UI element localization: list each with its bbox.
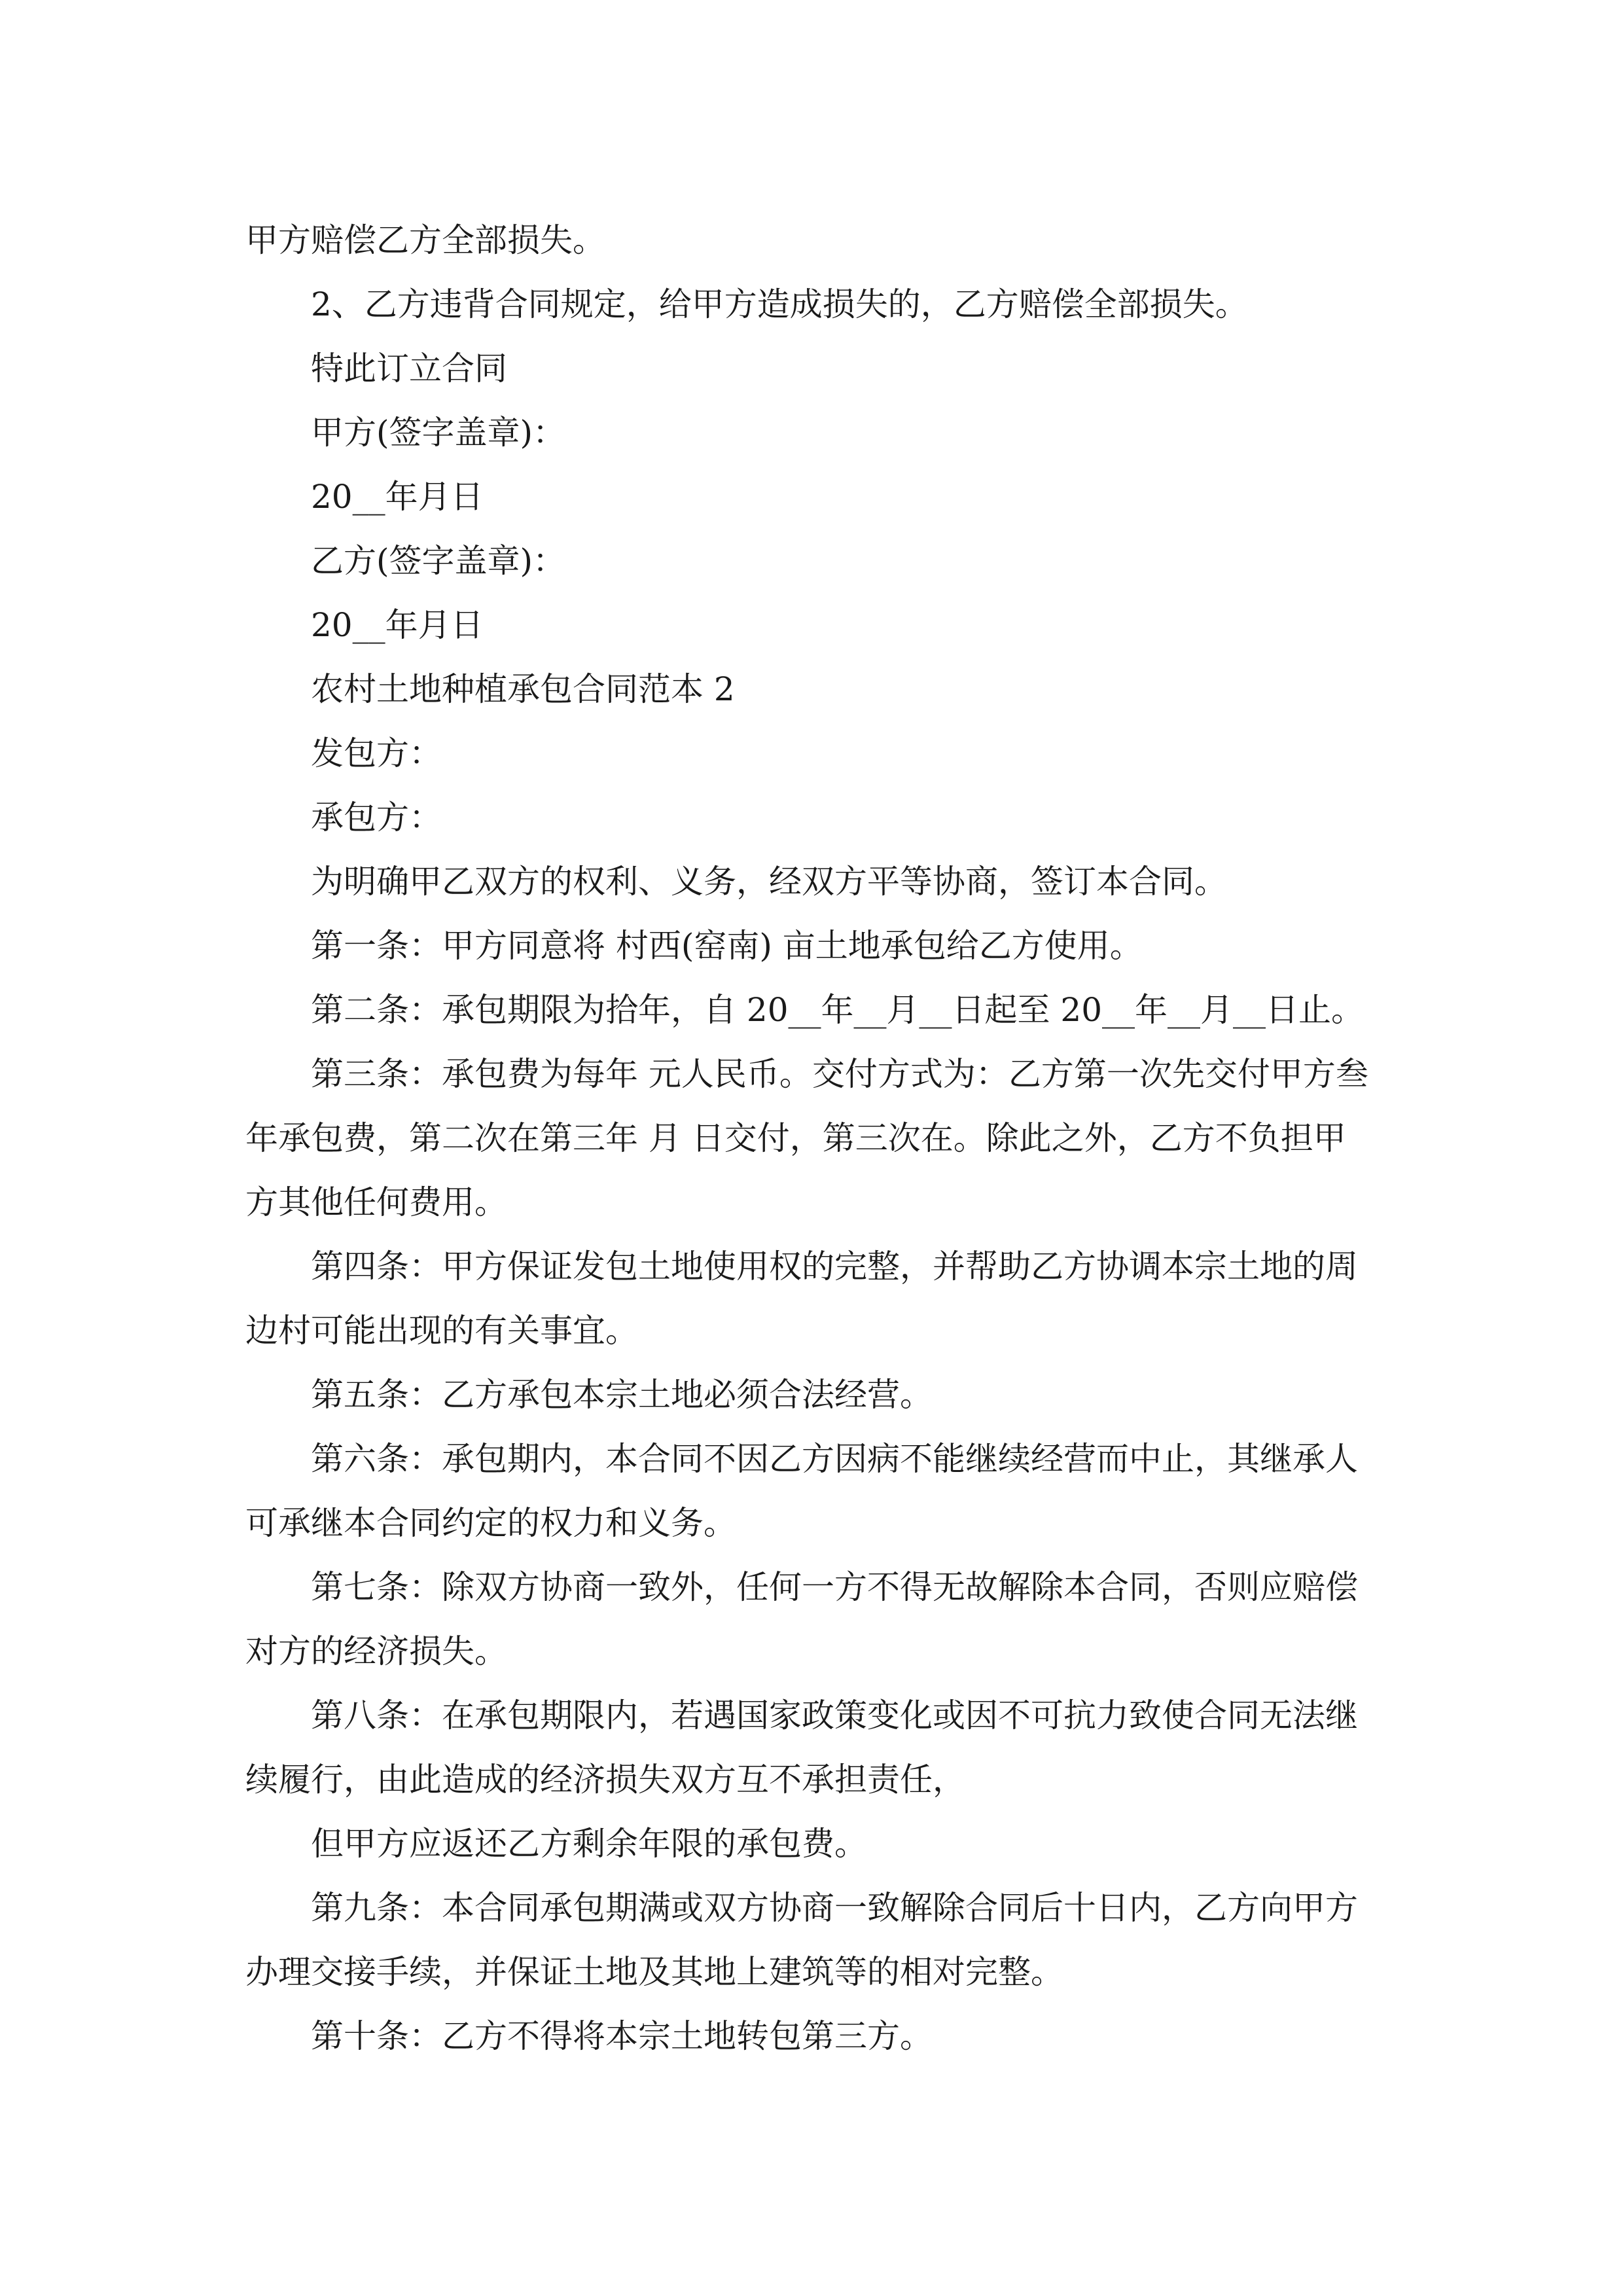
article-7: 第七条：除双方协商一致外，任何一方不得无故解除本合同，否则应赔偿对方的经济损失。 (245, 1568, 1358, 1670)
contractee-label: 承包方： (311, 798, 442, 836)
article-3: 第三条：承包费为每年 元人民币。交付方式为：乙方第一次先交付甲方叁年承包费，第二次在第三年 月 日交付，第三次在。除此之外，乙方不负担甲方其他任何费用。 (245, 1055, 1368, 1221)
article-6: 第六条：承包期内，本合同不因乙方因病不能继续经营而中止，其继承人可承继本合同约定的权力和义务。 (245, 1440, 1358, 1542)
article-4: 第四条：甲方保证发包土地使用权的完整，并帮助乙方协调本宗土地的周边村可能出现的有关事宜。 (245, 1247, 1358, 1350)
paragraph-conclusion: 特此订立合同 (311, 350, 507, 387)
article-8-continuation: 但甲方应返还乙方剩余年限的承包费。 (311, 1825, 867, 1863)
article-8: 第八条：在承包期限内，若遇国家政策变化或因不可抗力致使合同无法继续履行，由此造成的经济损失双方互不承担责任， (245, 1696, 1358, 1799)
preamble: 为明确甲乙双方的权利、义务，经双方平等协商，签订本合同。 (311, 863, 1227, 901)
party-b-date: 20__年月日 (311, 606, 484, 644)
paragraph-compensation-b: 2、乙方违背合同规定，给甲方造成损失的，乙方赔偿全部损失。 (311, 285, 1248, 323)
contractor-label: 发包方： (311, 734, 442, 772)
party-a-date: 20__年月日 (311, 478, 484, 516)
party-b-signature-label: 乙方(签字盖章)： (311, 542, 566, 580)
contract-title: 农村土地种植承包合同范本 2 (311, 670, 735, 708)
article-5: 第五条：乙方承包本宗土地必须合法经营。 (311, 1376, 933, 1414)
paragraph-compensation-a: 甲方赔偿乙方全部损失。 (245, 221, 605, 259)
article-2: 第二条：承包期限为拾年，自 20__年__月__日起至 20__年__月__日止。 (311, 991, 1364, 1029)
article-9: 第九条：本合同承包期满或双方协商一致解除合同后十日内，乙方向甲方办理交接手续，并保证土地及其地上建筑等的相对完整。 (245, 1889, 1358, 1991)
party-a-signature-label: 甲方(签字盖章)： (311, 414, 566, 452)
document-body (245, 208, 1378, 2068)
article-1: 第一条：甲方同意将 村西(窑南) 亩土地承包给乙方使用。 (311, 927, 1143, 965)
article-10: 第十条：乙方不得将本宗土地转包第三方。 (311, 2017, 933, 2055)
